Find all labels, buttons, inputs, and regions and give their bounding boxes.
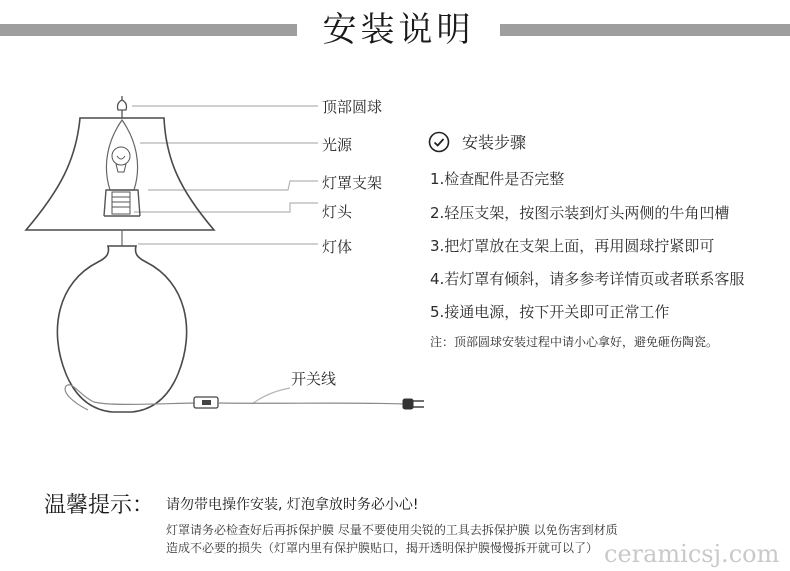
label-switch-cord: 开关线: [291, 370, 337, 388]
leader-switch-cord: [252, 388, 290, 404]
step-item: 4.若灯罩有倾斜，请多参考详情页或者联系客服: [430, 270, 745, 288]
tips-main: 请勿带电操作安装, 灯泡拿放时务必小心!: [166, 497, 419, 513]
step-item: 5.接通电源，按下开关即可正常工作: [430, 303, 670, 321]
label-lamp-head: 灯头: [322, 203, 353, 221]
tips-title: 温馨提示：: [44, 493, 155, 518]
label-top-ball: 顶部圆球: [322, 98, 383, 116]
plug-icon: [403, 399, 424, 409]
lamp-head: [112, 192, 130, 214]
label-lamp-body: 灯体: [322, 238, 353, 256]
leader-lamp-head: [134, 203, 318, 212]
top-ball-icon: [118, 96, 127, 118]
power-cord-left: [65, 385, 194, 410]
power-cord-right: [218, 403, 404, 404]
leader-lines: [132, 106, 318, 404]
bulb-icon: [112, 147, 130, 172]
tips-line-2: 造成不必要的损失（灯罩内里有保护膜贴口，揭开透明保护膜慢慢拆开就可以了）: [166, 541, 599, 555]
leader-shade-bracket: [148, 181, 318, 190]
steps-heading: [428, 130, 526, 153]
install-note: 注：顶部圆球安装过程中请小心拿好，避免砸伤陶瓷。: [430, 335, 719, 349]
check-circle-icon: [428, 131, 450, 153]
watermark: ceramicsj.com: [604, 540, 780, 568]
steps-heading-label: 安装步骤: [462, 133, 527, 152]
switch-knob: [202, 400, 211, 405]
step-item: 1.检查配件是否完整: [430, 170, 565, 188]
step-item: 3.把灯罩放在支架上面，再用圆球拧紧即可: [430, 237, 715, 255]
tips-line-1: 灯罩请务必检查好后再拆保护膜 尽量不要使用尖锐的工具去拆保护膜 以免伤害到材质: [166, 523, 618, 537]
page-title: 安装说明: [322, 10, 475, 50]
bulb-chimney: [106, 120, 137, 190]
step-item: 2.轻压支架，按图示装到灯头两侧的牛角凹槽: [430, 204, 730, 222]
label-light-source: 光源: [322, 136, 353, 154]
label-shade-bracket: 灯罩支架: [322, 174, 383, 192]
lamp-body: [57, 246, 186, 412]
